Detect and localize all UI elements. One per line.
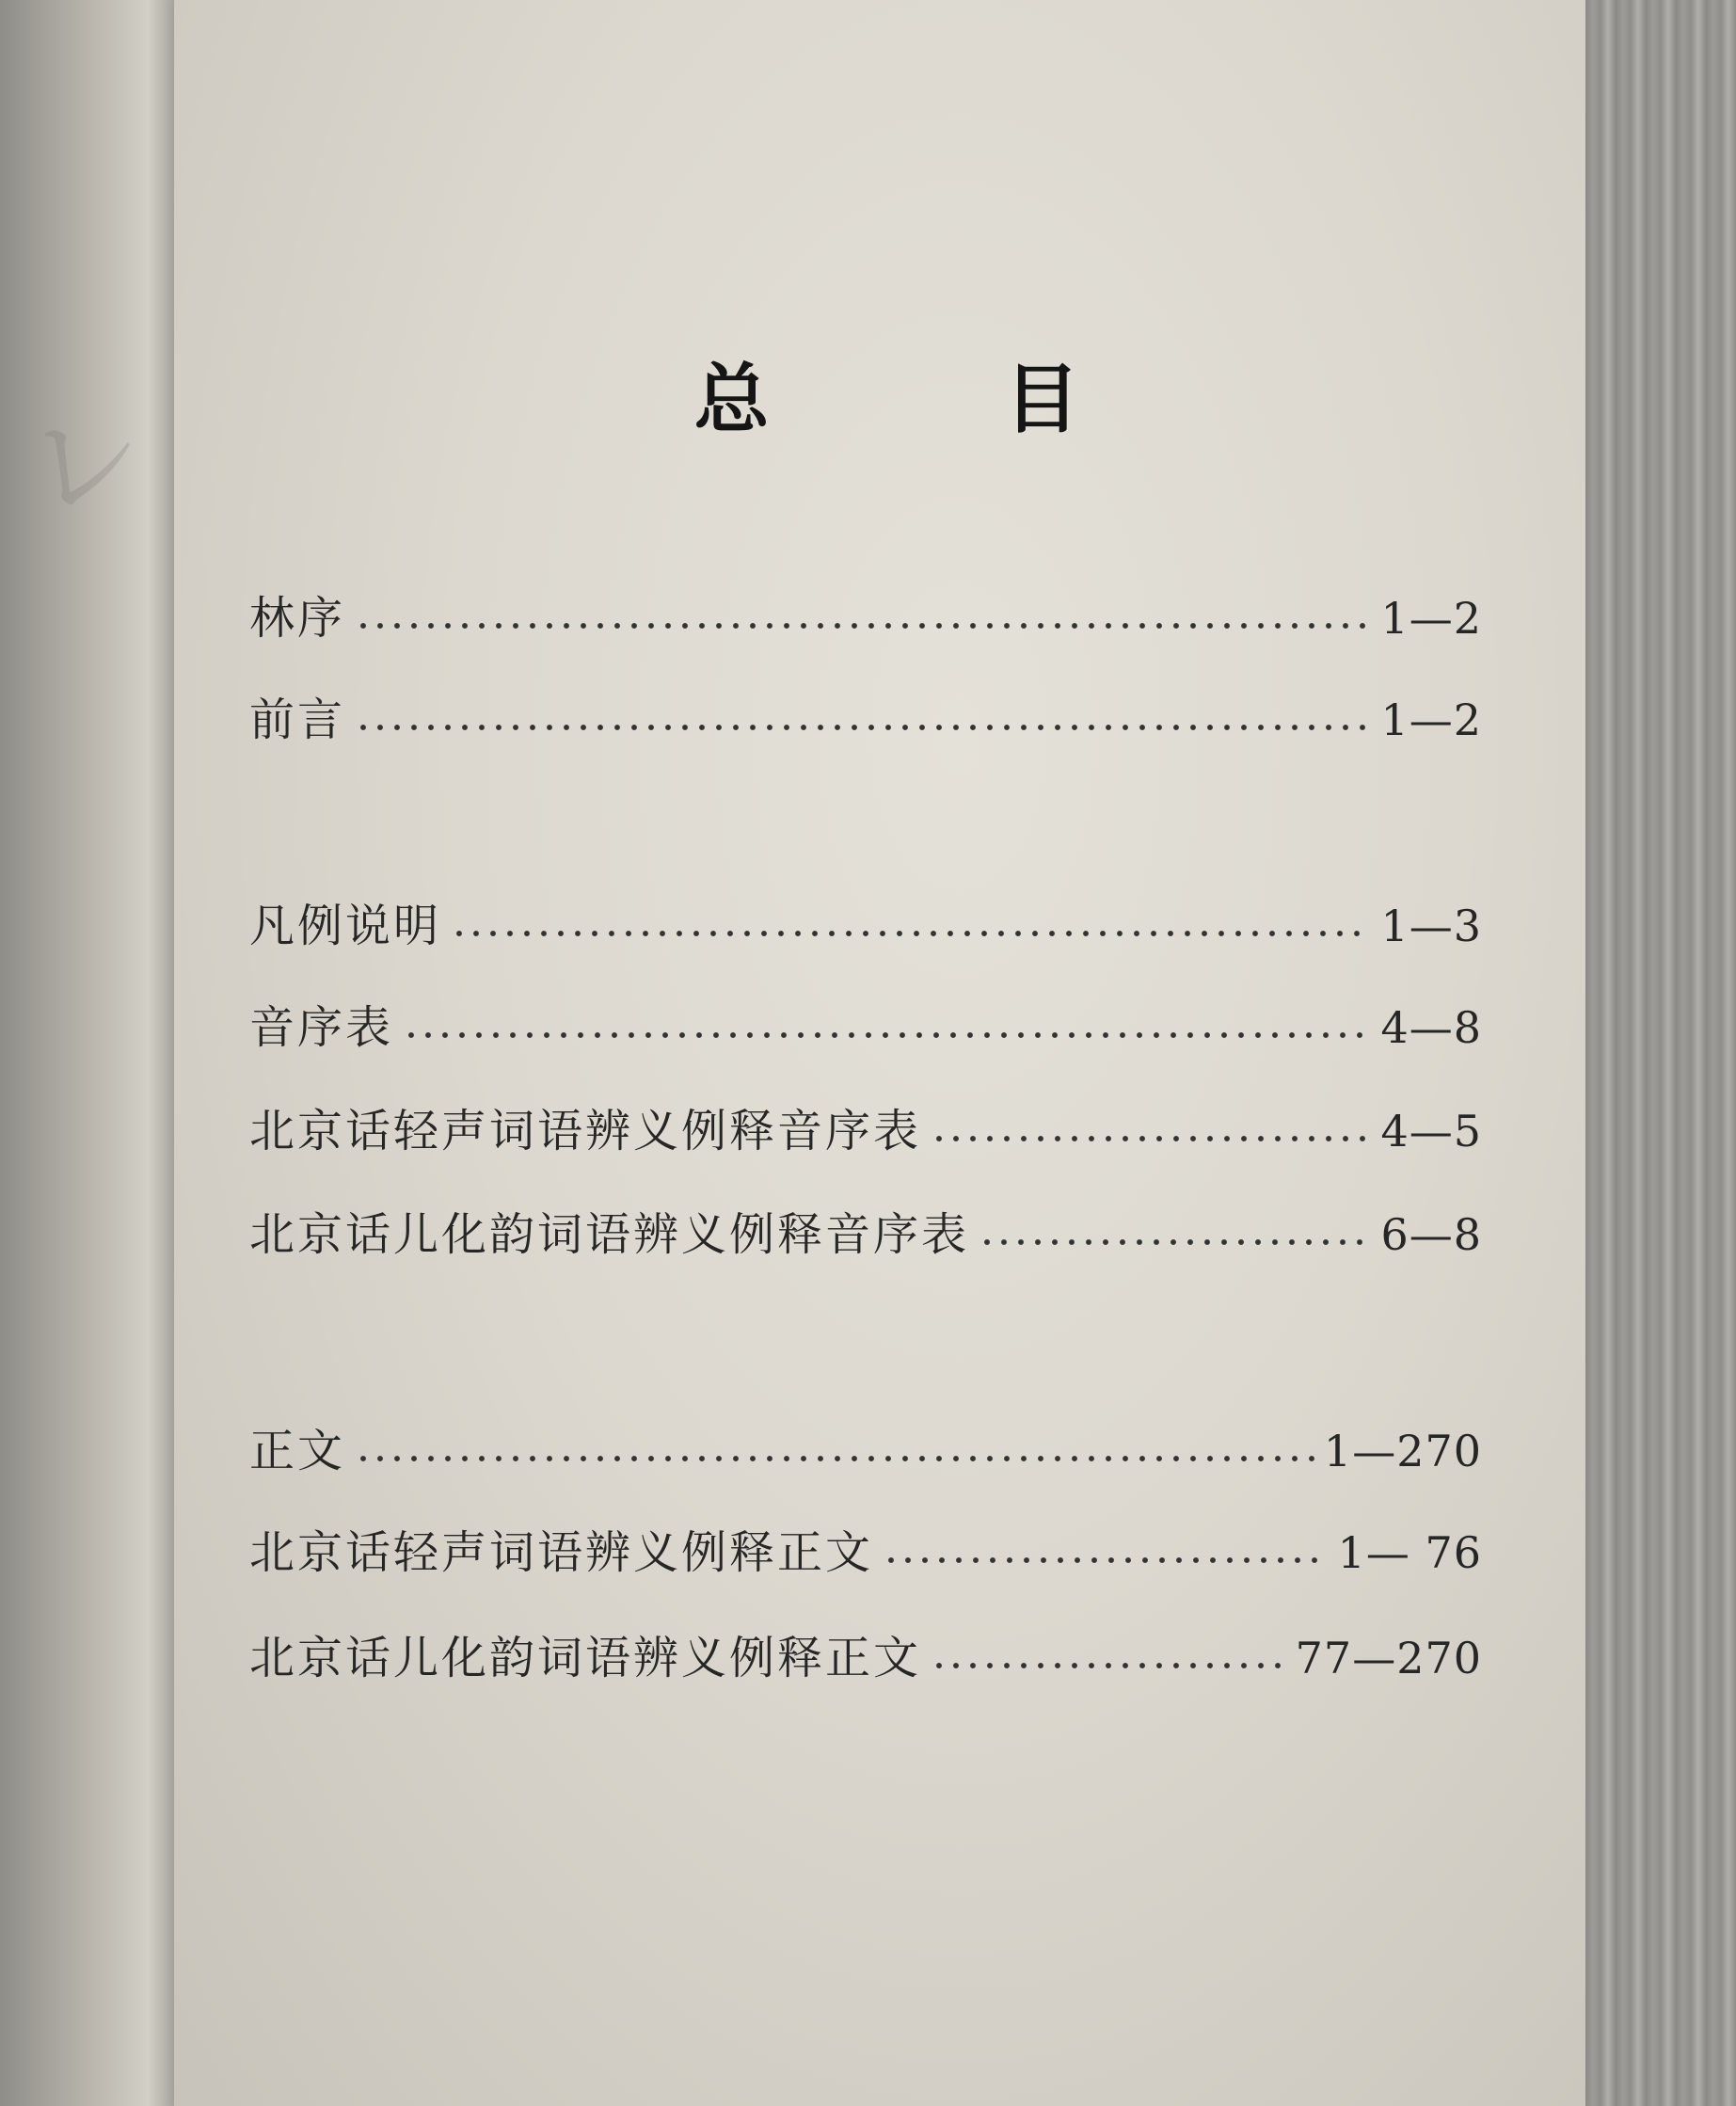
toc-entry-erhua-yinxubiao	[249, 1205, 1482, 1265]
toc-dot-leader	[355, 1453, 1314, 1464]
toc-entry-yinxubiao	[249, 997, 1482, 1058]
toc-entry-label: 前言	[249, 694, 346, 746]
toc-entry-linxu	[249, 588, 1482, 648]
toc-entry-pages: 6—8	[1380, 1209, 1482, 1260]
title-char-1: 总	[693, 355, 770, 443]
right-page-edges	[1585, 0, 1736, 2106]
toc-entry-label: 北京话儿化韵词语辨义例释音序表	[249, 1208, 970, 1261]
toc-dot-leader	[355, 722, 1371, 733]
toc-entry-qingsheng-yinxubiao	[249, 1101, 1482, 1161]
toc-entry-zhengwen	[249, 1421, 1482, 1481]
toc-entry-pages: 1—3	[1380, 901, 1482, 951]
toc-entry-label: 北京话轻声词语辨义例释音序表	[249, 1105, 922, 1157]
toc-entry-fanli	[249, 896, 1482, 956]
title-char-2: 目	[1004, 355, 1080, 443]
toc-entry-qianyan	[249, 690, 1482, 750]
left-page-edge	[0, 0, 174, 2106]
toc-dot-leader	[979, 1236, 1371, 1248]
toc-entry-pages: 1— 76	[1337, 1527, 1482, 1578]
book-page	[174, 0, 1600, 2106]
toc-entry-erhua-zhengwen	[249, 1628, 1482, 1688]
toc-entry-label: 林序	[249, 592, 346, 645]
toc-dot-leader	[403, 1029, 1371, 1041]
toc-entry-pages: 4—8	[1380, 1002, 1482, 1053]
toc-dot-leader	[931, 1133, 1371, 1144]
toc-entry-label: 凡例说明	[249, 900, 442, 952]
toc-entry-pages: 77—270	[1295, 1633, 1482, 1683]
toc-entry-qingsheng-zhengwen	[249, 1523, 1482, 1583]
toc-entry-label: 北京话儿化韵词语辨义例释正文	[249, 1632, 922, 1684]
toc-entry-pages: 1—2	[1380, 694, 1482, 745]
toc-dot-leader	[451, 928, 1371, 939]
page-title	[174, 339, 1600, 447]
toc-dot-leader	[355, 620, 1371, 631]
toc-entry-label: 正文	[249, 1425, 346, 1477]
toc-entry-pages: 1—2	[1380, 593, 1482, 644]
toc-dot-leader	[883, 1555, 1329, 1566]
toc-entry-label: 音序表	[249, 1001, 394, 1054]
left-page-bleed-mark: ㆑	[20, 392, 151, 538]
toc-entry-label: 北京话轻声词语辨义例释正文	[249, 1526, 874, 1579]
toc-dot-leader	[931, 1660, 1286, 1671]
toc-entry-pages: 4—5	[1380, 1106, 1482, 1157]
toc-entry-pages: 1—270	[1323, 1426, 1482, 1476]
